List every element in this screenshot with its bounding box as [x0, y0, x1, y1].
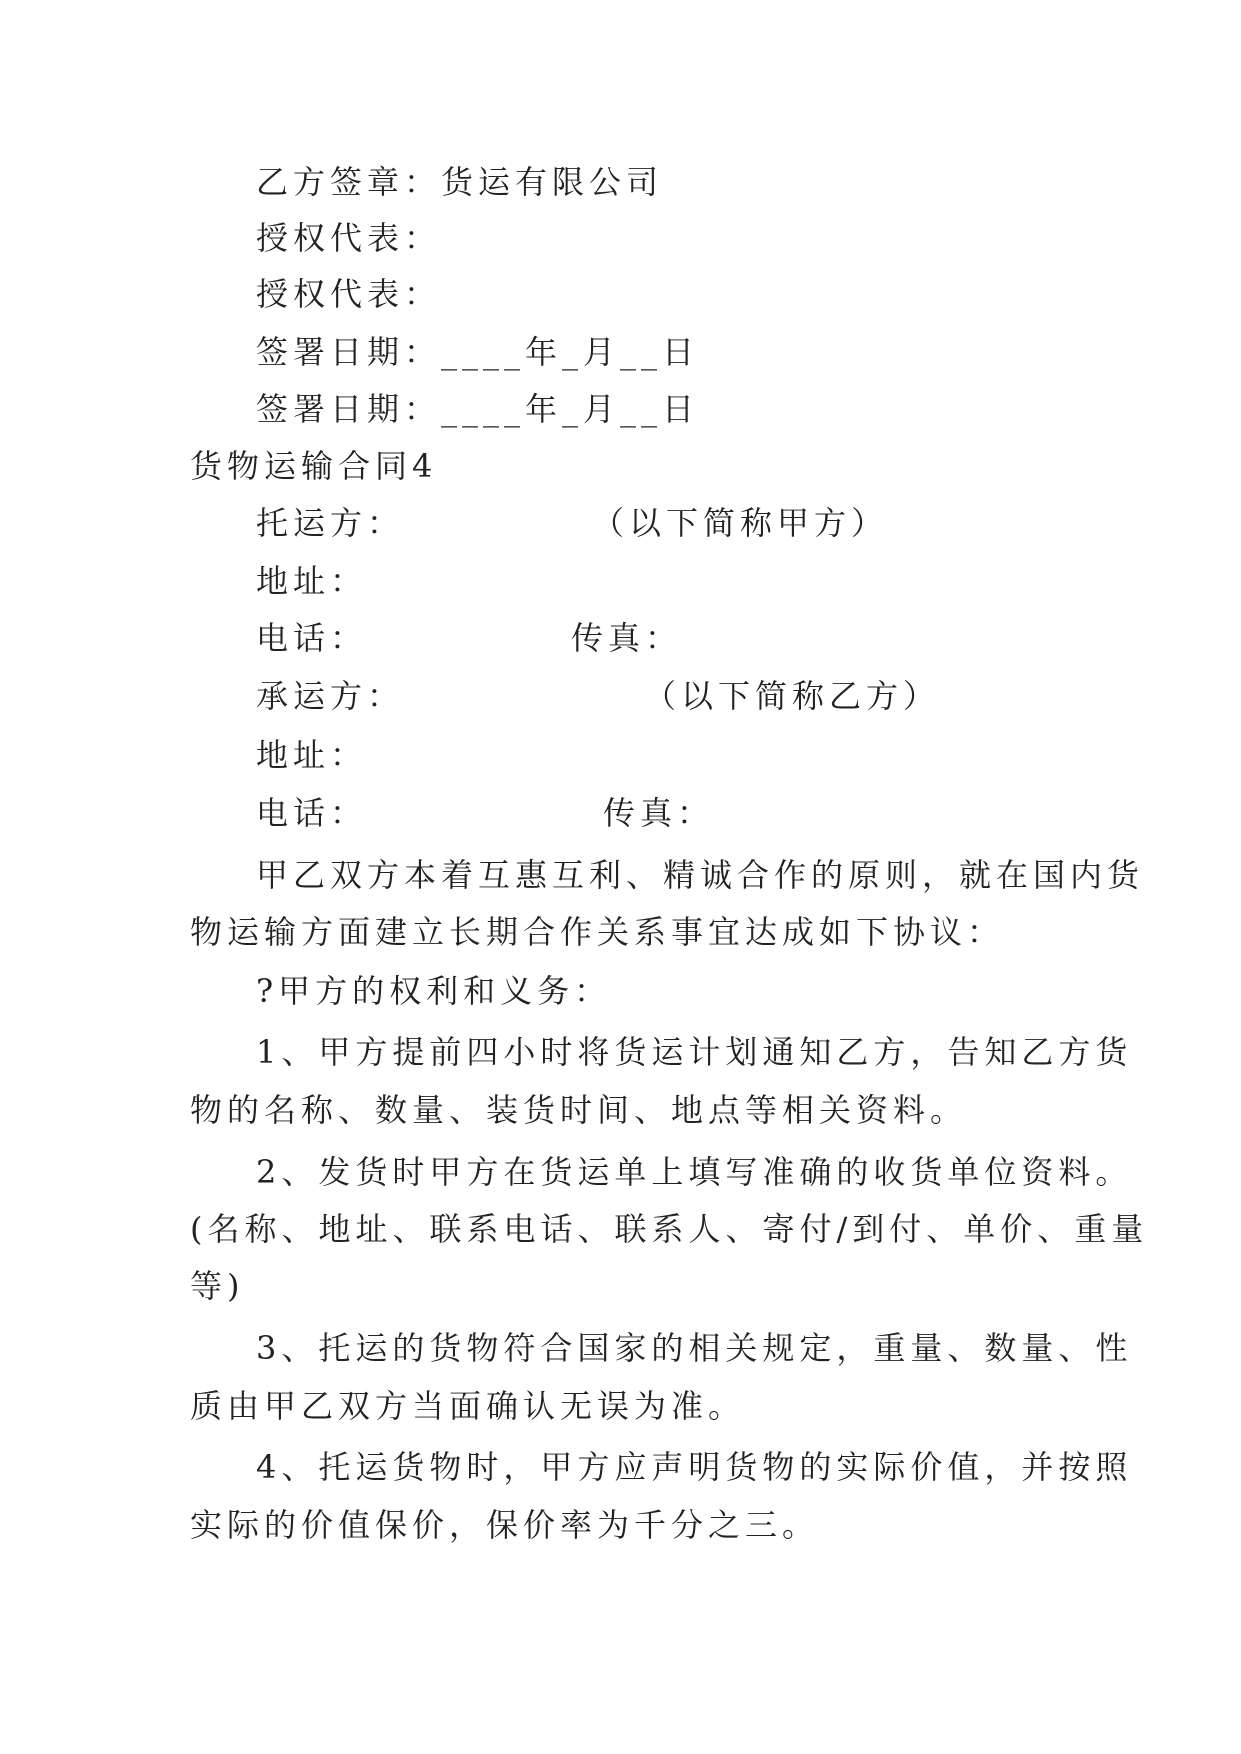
clause-line: 3、托运的货物符合国家的相关规定，重量、数量、性: [256, 1329, 1133, 1367]
authorized-rep-line: 授权代表：: [256, 219, 442, 257]
clause-line: (名称、地址、联系电话、联系人、寄付/到付、单价、重量: [190, 1210, 1149, 1248]
clause-line: 实际的价值保价，保价率为千分之三。: [190, 1506, 820, 1544]
preamble-line: 甲乙双方本着互惠互利、精诚合作的原则，就在国内货: [256, 856, 1145, 894]
shipper-note: （以下简称甲方）: [592, 504, 889, 542]
carrier-phone-label: 电话：: [256, 794, 368, 832]
authorized-rep-line: 授权代表：: [256, 275, 442, 313]
section-heading: ?甲方的权利和义务：: [256, 972, 612, 1010]
clause-line: 等): [190, 1267, 245, 1305]
contract-title: 货物运输合同4: [190, 447, 438, 485]
sign-date-line: 签署日期：____年_月__日: [256, 390, 700, 428]
clause-line: 2、发货时甲方在货运单上填写准确的收货单位资料。: [256, 1153, 1133, 1191]
clause-line: 物的名称、数量、装货时间、地点等相关资料。: [190, 1091, 968, 1129]
sign-date-line: 签署日期：____年_月__日: [256, 333, 700, 371]
carrier-fax-label: 传真：: [603, 794, 715, 832]
carrier-address-label: 地址：: [256, 736, 368, 774]
carrier-note: （以下简称乙方）: [644, 677, 941, 715]
clause-line: 4、托运货物时，甲方应声明货物的实际价值，并按照: [256, 1448, 1133, 1486]
clause-line: 质由甲乙双方当面确认无误为准。: [190, 1387, 746, 1425]
preamble-line: 物运输方面建立长期合作关系事宜达成如下协议：: [190, 913, 1005, 951]
party-b-seal-line: 乙方签章：货运有限公司: [256, 163, 664, 201]
shipper-address-label: 地址：: [256, 562, 368, 600]
clause-line: 1、甲方提前四小时将货运计划通知乙方，告知乙方货: [256, 1033, 1133, 1071]
carrier-label: 承运方：: [256, 677, 405, 715]
shipper-phone-label: 电话：: [256, 619, 368, 657]
shipper-fax-label: 传真：: [571, 619, 683, 657]
shipper-label: 托运方：: [256, 504, 405, 542]
